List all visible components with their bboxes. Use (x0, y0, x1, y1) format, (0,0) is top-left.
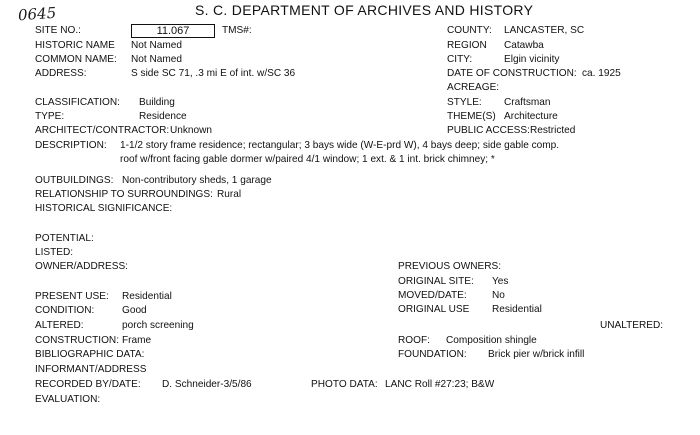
altered-value: porch screening (122, 319, 194, 331)
architect-label: ARCHITECT/CONTRACTOR: (35, 124, 170, 136)
handwritten-number: 0645 (17, 3, 57, 25)
listed-label: LISTED: (35, 246, 74, 258)
relationship-label: RELATIONSHIP TO SURROUNDINGS: (35, 188, 213, 200)
outbuildings-label: OUTBUILDINGS: (35, 174, 114, 186)
classification-label: CLASSIFICATION: (35, 96, 120, 108)
potential-label: POTENTIAL: (35, 232, 94, 244)
original-use-value: Residential (492, 303, 542, 315)
historic-name-value: Not Named (131, 39, 182, 51)
historic-name-label: HISTORIC NAME (35, 39, 115, 51)
classification-value: Building (139, 96, 175, 108)
present-use-value: Residential (122, 290, 172, 302)
public-access-value: Restricted (530, 124, 576, 136)
recorded-by-value: D. Schneider-3/5/86 (162, 378, 252, 390)
altered-label: ALTERED: (35, 319, 84, 331)
acreage-label: ACREAGE: (447, 81, 500, 93)
tms-label: TMS#: (222, 24, 252, 36)
date-of-construction-value: ca. 1925 (582, 67, 621, 79)
site-no-value: 11.067 (131, 24, 215, 38)
roof-value: Composition shingle (446, 334, 537, 346)
historical-significance-label: HISTORICAL SIGNIFICANCE: (35, 202, 173, 214)
photo-data-label: PHOTO DATA: (311, 378, 378, 390)
city-label: CITY: (447, 53, 473, 65)
site-no-label: SITE NO.: (35, 24, 81, 36)
original-site-label: ORIGINAL SITE: (398, 275, 474, 287)
relationship-value: Rural (217, 188, 242, 200)
informant-label: INFORMANT/ADDRESS (35, 363, 147, 375)
moved-date-label: MOVED/DATE: (398, 289, 467, 301)
moved-date-value: No (492, 289, 505, 301)
description-line-1: 1-1/2 story frame residence; rectangular; 3 bays wide (W-E-prd W), 4 bays deep; side gable comp. (120, 139, 560, 151)
card-title: S. C. DEPARTMENT OF ARCHIVES AND HISTORY (195, 2, 534, 18)
condition-value: Good (122, 304, 147, 316)
address-value: S side SC 71, .3 mi E of int. w/SC 36 (131, 67, 296, 79)
city-value: Elgin vicinity (504, 53, 560, 65)
description-label: DESCRIPTION: (35, 139, 107, 151)
type-value: Residence (139, 110, 187, 122)
outbuildings-value: Non-contributory sheds, 1 garage (122, 174, 272, 186)
themes-label: THEME(S) (447, 110, 496, 122)
common-name-label: COMMON NAME: (35, 53, 117, 65)
construction-value: Frame (122, 334, 152, 346)
bibliographic-label: BIBLIOGRAPHIC DATA: (35, 348, 145, 360)
date-of-construction-label: DATE OF CONSTRUCTION: (447, 67, 577, 79)
evaluation-label: EVALUATION: (35, 393, 101, 405)
address-label: ADDRESS: (35, 67, 87, 79)
architect-value: Unknown (170, 124, 213, 136)
public-access-label: PUBLIC ACCESS: (447, 124, 530, 136)
recorded-by-label: RECORDED BY/DATE: (35, 378, 141, 390)
present-use-label: PRESENT USE: (35, 290, 109, 302)
condition-label: CONDITION: (35, 304, 95, 316)
style-label: STYLE: (447, 96, 482, 108)
region-label: REGION (447, 39, 487, 51)
original-use-label: ORIGINAL USE (398, 303, 470, 315)
foundation-value: Brick pier w/brick infill (488, 348, 585, 360)
type-label: TYPE: (35, 110, 65, 122)
previous-owners-label: PREVIOUS OWNERS: (398, 260, 502, 272)
construction-label: CONSTRUCTION: (35, 334, 119, 346)
owner-address-label: OWNER/ADDRESS: (35, 260, 128, 272)
foundation-label: FOUNDATION: (398, 348, 467, 360)
photo-data-value: LANC Roll #27:23; B&W (385, 378, 495, 390)
original-site-value: Yes (492, 275, 509, 287)
unaltered-label: UNALTERED: (600, 319, 664, 331)
region-value: Catawba (504, 39, 544, 51)
county-label: COUNTY: (447, 24, 492, 36)
county-value: LANCASTER, SC (504, 24, 585, 36)
roof-label: ROOF: (398, 334, 430, 346)
common-name-value: Not Named (131, 53, 182, 65)
description-line-2: roof w/front facing gable dormer w/paired 4/1 window; 1 ext. & 1 int. brick chimney; * (120, 153, 495, 165)
style-value: Craftsman (504, 96, 551, 108)
themes-value: Architecture (504, 110, 558, 122)
